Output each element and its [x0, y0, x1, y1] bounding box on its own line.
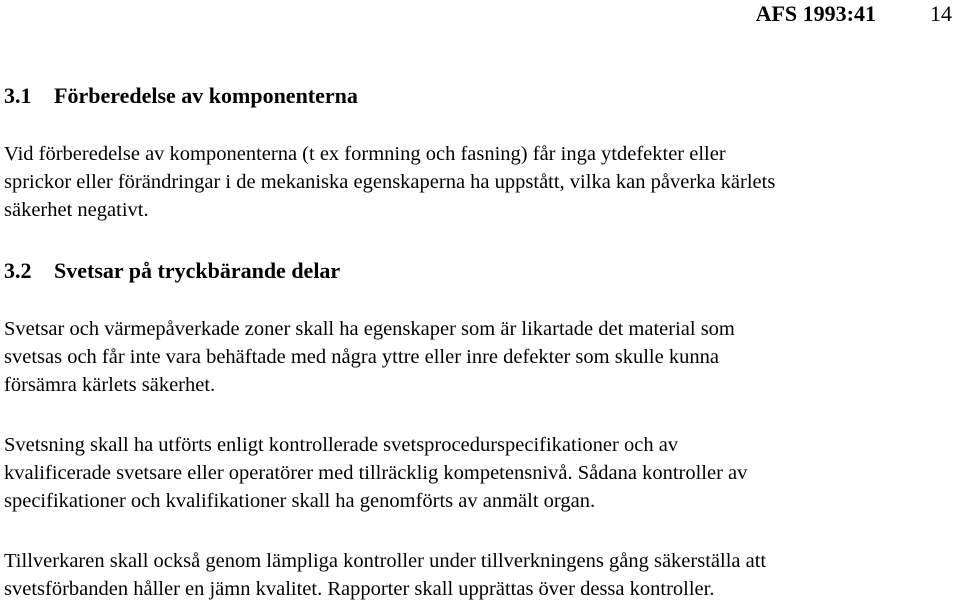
paragraph-line: specifikationer och kvalifikationer skall ha genomförts av anmält organ. — [4, 490, 596, 512]
paragraph-line: Tillverkaren skall också genom lämpliga kontroller under tillverkningens gång säkerställa att — [4, 550, 767, 572]
paragraph-weld-properties — [4, 315, 954, 399]
paragraph-welding-procedures — [4, 431, 954, 515]
section-title: Förberedelse av komponenterna — [54, 83, 358, 108]
paragraph-line: kvalificerade svetsare eller operatörer med tillräcklig kompetensnivå. Sådana kontroller av — [4, 462, 748, 484]
page-number: 14 — [930, 1, 952, 26]
paragraph-line: säkerhet negativt. — [4, 199, 149, 221]
section-number: 3.2 — [4, 258, 32, 283]
section-heading-3-1 — [4, 82, 358, 110]
section-heading-3-2 — [4, 257, 340, 285]
paragraph-preparation — [4, 140, 954, 224]
document-id: AFS 1993:41 — [755, 1, 876, 26]
section-title: Svetsar på tryckbärande delar — [54, 258, 341, 283]
paragraph-line: sprickor eller förändringar i de mekaniska egenskaperna ha uppstått, vilka kan påverka kärlets — [4, 171, 776, 193]
paragraph-line: svetsförbanden håller en jämn kvalitet. Rapporter skall upprättas över dessa kontroller. — [4, 578, 715, 600]
paragraph-line: försämra kärlets säkerhet. — [4, 374, 216, 396]
paragraph-line: Svetsar och värmepåverkade zoner skall ha egenskaper som är likartade det material som — [4, 318, 735, 340]
page-header — [756, 0, 952, 28]
paragraph-line: Svetsning skall ha utförts enligt kontrollerade svetsprocedurspecifikationer och av — [4, 434, 679, 456]
section-number: 3.1 — [4, 83, 32, 108]
paragraph-line: svetsas och får inte vara behäftade med några yttre eller inre defekter som skulle kunna — [4, 346, 719, 368]
paragraph-manufacturer-controls — [4, 547, 954, 603]
paragraph-line: Vid förberedelse av komponenterna (t ex formning och fasning) får inga ytdefekter eller — [4, 143, 726, 165]
